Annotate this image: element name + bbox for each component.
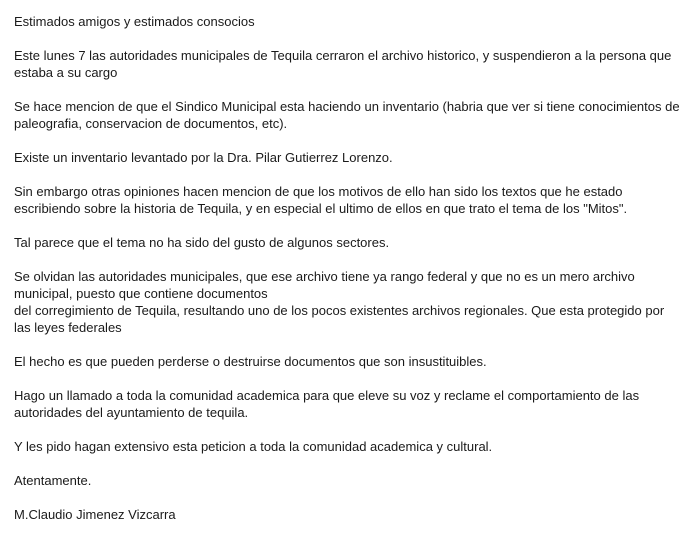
text-line: municipal, puesto que contiene documentos (14, 286, 268, 301)
text-line: Se hace mencion de que el Sindico Municipal esta haciendo un inventario (habria que ver si tiene conocimientos de (14, 99, 680, 114)
text-line: escribiendo sobre la historia de Tequila, y en especial el ultimo de ellos en que trato el tema de los "Mitos". (14, 201, 628, 216)
signature-line: M.Claudio Jimenez Vizcarra (14, 507, 176, 522)
paragraph-documents-at-risk (14, 353, 694, 370)
text-line: del corregimiento de Tequila, resultando uno de los pocos existentes archivos regionales. Que esta protegido por (14, 303, 665, 318)
paragraph-archive-closed (14, 47, 694, 81)
text-line: El hecho es que pueden perderse o destruirse documentos que son insustituibles. (14, 354, 487, 369)
signature (14, 506, 694, 523)
paragraph-sectors (14, 234, 694, 251)
paragraph-inventory (14, 98, 694, 132)
text-line: Hago un llamado a toda la comunidad academica para que eleve su voz y reclame el comportamiento de las (14, 388, 640, 403)
text-line: Este lunes 7 las autoridades municipales de Tequila cerraron el archivo historico, y suspendieron a la persona que (14, 48, 672, 63)
paragraph-federal-status (14, 268, 694, 336)
text-line: paleografia, conservacion de documentos, etc). (14, 116, 288, 131)
text-line: Y les pido hagan extensivo esta peticion a toda la comunidad academica y cultural. (14, 439, 493, 454)
text-line: Se olvidan las autoridades municipales, que ese archivo tiene ya rango federal y que no es un mero archivo (14, 269, 635, 284)
paragraph-call-to-action (14, 387, 694, 421)
text-line: las leyes federales (14, 320, 122, 335)
text-line: autoridades del ayuntamiento de tequila. (14, 405, 249, 420)
paragraph-existing-inventory (14, 149, 694, 166)
paragraph-opinions (14, 183, 694, 217)
text-line: estaba a su cargo (14, 65, 118, 80)
paragraph-request (14, 438, 694, 455)
closing-line: Atentamente. (14, 473, 92, 488)
greeting (14, 13, 694, 30)
closing (14, 472, 694, 489)
text-line: Sin embargo otras opiniones hacen mencion de que los motivos de ello han sido los textos que he estado (14, 184, 623, 199)
greeting-line: Estimados amigos y estimados consocios (14, 14, 255, 29)
text-line: Tal parece que el tema no ha sido del gusto de algunos sectores. (14, 235, 390, 250)
text-line: Existe un inventario levantado por la Dra. Pilar Gutierrez Lorenzo. (14, 150, 393, 165)
